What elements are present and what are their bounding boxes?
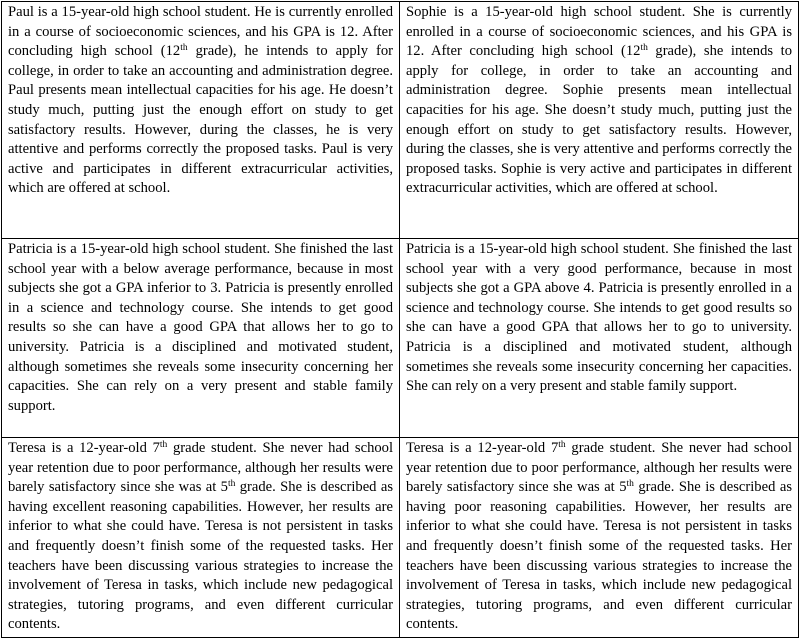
vignette-text: Patricia is a 15-year-old high school student. She finished the last school year with a below average performance, because in most subjects she got a GPA inferior to 3. Patricia is presently enrolled in a science and technology course. She intends to get good results so she can have a good GPA that allows her to go to university. Patricia is a disciplined and motivated student, although sometimes she reveals some insecurity concerning her capacities. She can rely on a very present and stable family support. (8, 241, 393, 414)
vignette-text (8, 439, 393, 635)
table-row (2, 438, 799, 638)
text-segment: grade student. She never had school year retention due to poor performance, although her results were barely satisfactory since she was at 5 (8, 440, 394, 496)
text-segment: Teresa is a 12-year-old 7 (406, 440, 559, 456)
vignette-text (406, 439, 792, 635)
vignette-cell-patricia-high (400, 239, 799, 438)
text-segment: grade. She is described as having poor reasoning capabilities. However, her results are inferior to what she could have. Teresa is not persistent in tasks and frequently doesn’t finish some of the requested tasks. Her teachers have been discussing various strategies to increase the involvement of Teresa in tasks, which include new pedagogical strategies, tutoring programs, and even different curricular contents. (406, 479, 793, 633)
table-row (2, 239, 799, 438)
vignette-cell-teresa-poor (400, 438, 799, 638)
text-segment: Paul is a 15-year-old high school student. He is currently enrolled in a course of socioeconomic sciences, and his GPA is 12. After concluding high school (12 (8, 4, 393, 60)
vignette-cell-paul (2, 2, 400, 239)
superscript: th (558, 440, 566, 450)
superscript: th (626, 479, 634, 490)
text-segment: grade), she intends to apply for college, in order to take an accounting and administration degree. Sophie presents mean intellectual capacities for his age. She doesn’t study much, putting just the enough effort on study to get satisfactory results. However, during the classes, she is very attentive and performs correctly the proposed tasks. Sophie is very active and participates in different extracurricular activities, which are offered at school. (406, 43, 792, 197)
vignette-table (1, 1, 799, 638)
vignette-text: Patricia is a 15-year-old high school student. She finished the last school year with a very good performance, because in most subjects she got a GPA above 4. Patricia is presently enrolled in a science and technology course. She intends to get good results so she can have a good GPA that allows her to go to university. Patricia is a disciplined and motivated student, although sometimes she reveals some insecurity concerning her capacities. She can rely on a very present and stable family support. (406, 241, 792, 395)
text-segment: grade student. She never had school year retention due to poor performance, although her results were barely satisfactory since she was at 5 (406, 440, 793, 496)
vignette-text (8, 3, 393, 199)
text-segment: grade), he intends to apply for college, in order to take an accounting and administration degree. Paul presents mean intellectual capacities for his age. He doesn’t study much, putting just the enough effort on study to get satisfactory results. However, during the classes, he is very attentive and performs correctly the proposed tasks. Paul is very active and participates in different extracurricular activities, which are offered at school. (8, 43, 393, 197)
superscript: th (640, 43, 648, 54)
vignette-cell-sophie (400, 2, 799, 239)
vignette-text (406, 3, 792, 199)
text-segment: grade. She is described as having excellent reasoning capabilities. However, her results are inferior to what she could have. Teresa is not persistent in tasks and frequently doesn’t finish some of the requested tasks. Her teachers have been discussing various strategies to increase the involvement of Teresa in tasks, which include new pedagogical strategies, tutoring programs, and even different curricular contents. (8, 479, 393, 633)
superscript: th (159, 440, 168, 450)
table-row (2, 2, 799, 239)
vignette-cell-patricia-low (2, 239, 400, 438)
text-segment: Sophie is a 15-year-old high school student. She is currently enrolled in a course of socioeconomic sciences, and his GPA is 12. After concluding high school (12 (406, 4, 792, 60)
superscript: th (227, 479, 236, 490)
vignette-cell-teresa-excellent (2, 438, 400, 638)
text-segment: Teresa is a 12-year-old 7 (8, 440, 160, 456)
superscript: th (180, 43, 188, 54)
